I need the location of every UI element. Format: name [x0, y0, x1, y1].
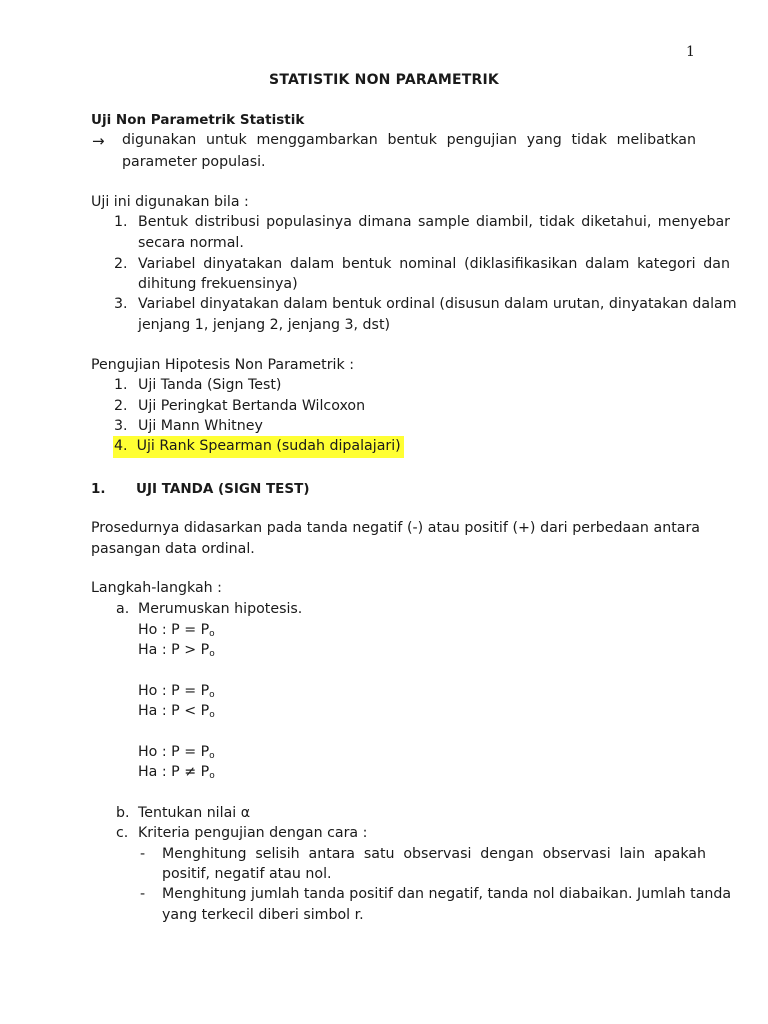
page-number: 1 [686, 44, 695, 60]
definition-line-2: parameter populasi. [122, 154, 266, 170]
usage-item-line1: Bentuk distribusi populasinya dimana sample diambil, tidak diketahui, menyebar [138, 214, 730, 230]
hypothesis-item-num: 1. [114, 377, 128, 393]
usage-item-line2: secara normal. [138, 235, 244, 251]
hypothesis-alternative: Ha : $P > P_o$ [138, 642, 215, 659]
steps-intro: Langkah-langkah : [91, 580, 222, 596]
criteria-dash: - [140, 846, 146, 862]
step-c-label: c. [116, 825, 129, 841]
hypothesis-null: Ho : $P = P_o$ [138, 622, 215, 639]
usage-item-num: 2. [114, 256, 128, 272]
document-title: STATISTIK NON PARAMETRIK [269, 72, 499, 88]
criteria-line1: Menghitung jumlah tanda positif dan negatif, tanda nol diabaikan. Jumlah tanda [162, 886, 732, 902]
usage-item-line2: dihitung frekuensinya) [138, 276, 298, 292]
criteria-line1: Menghitung selisih antara satu observasi dengan observasi lain apakah [162, 846, 706, 862]
usage-item-num: 3. [114, 296, 128, 312]
procedure-line-2: pasangan data ordinal. [91, 541, 255, 557]
hypothesis-intro: Pengujian Hipotesis Non Parametrik : [91, 357, 354, 373]
criteria-line2: positif, negatif atau nol. [162, 866, 332, 882]
procedure-line-1: Prosedurnya didasarkan pada tanda negatif (-) atau positif (+) dari perbedaan antara [91, 520, 700, 536]
hypothesis-null: Ho : $P = P_o$ [138, 683, 215, 700]
hypothesis-item-num: 3. [114, 418, 128, 434]
usage-item-line2: jenjang 1, jenjang 2, jenjang 3, dst) [138, 317, 391, 333]
usage-item-num: 1. [114, 214, 128, 230]
definition-line-1: digunakan untuk menggambarkan bentuk pengujian yang tidak melibatkan [122, 132, 696, 148]
step-b-text: Tentukan nilai α [138, 805, 251, 821]
step-c-text: Kriteria pengujian dengan cara : [138, 825, 368, 841]
step-b-label: b. [116, 805, 130, 821]
usage-item-line1: Variabel dinyatakan dalam bentuk nominal (diklasifikasikan dalam kategori dan [138, 256, 730, 272]
hypothesis-alternative: Ha : $P \ne P_o$ [138, 764, 215, 781]
criteria-dash: - [140, 886, 146, 902]
hypothesis-item-text: Uji Tanda (Sign Test) [138, 377, 282, 393]
section-1-title: UJI TANDA (SIGN TEST) [136, 481, 310, 497]
section-heading: Uji Non Parametrik Statistik [91, 112, 305, 128]
hypothesis-item-text: Uji Peringkat Bertanda Wilcoxon [138, 398, 366, 414]
criteria-line2: yang terkecil diberi simbol r. [162, 907, 364, 923]
usage-item-line1: Variabel dinyatakan dalam bentuk ordinal (disusun dalam urutan, dinyatakan dalam [138, 296, 737, 312]
hypothesis-alternative: Ha : $P < P_o$ [138, 703, 215, 720]
section-1-number: 1. [91, 481, 106, 497]
step-a-text: Merumuskan hipotesis. [138, 601, 303, 617]
hypothesis-item-text: Uji Mann Whitney [138, 418, 263, 434]
usage-intro: Uji ini digunakan bila : [91, 194, 249, 210]
arrow-icon: → [92, 132, 105, 150]
hypothesis-item-num: 2. [114, 398, 128, 414]
hypothesis-null: Ho : $P = P_o$ [138, 744, 215, 761]
hypothesis-item-text: Uji Rank Spearman (sudah dipalajari) [136, 438, 401, 454]
hypothesis-item-num: 4. [114, 438, 128, 454]
step-a-label: a. [116, 601, 130, 617]
highlighted-list-item [113, 436, 404, 458]
